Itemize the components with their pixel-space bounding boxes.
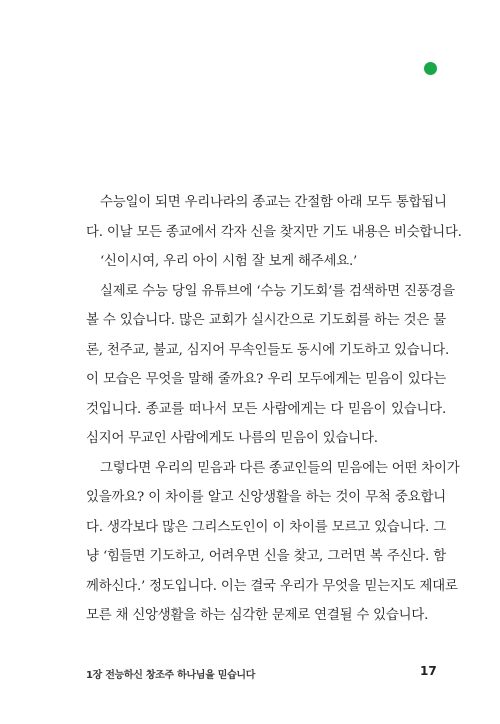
text-line: 께하신다.’ 정도입니다. 이는 결국 우리가 무엇을 믿는지도 제대로 xyxy=(86,578,458,594)
text-line: 수능일이 되면 우리나라의 종교는 간절함 아래 모두 통합됩니 xyxy=(100,195,447,210)
text-line: 볼 수 있습니다. 많은 교회가 실시간으로 기도회를 하는 것은 물 xyxy=(86,313,446,328)
text-line: 모른 채 신앙생활을 하는 심각한 문제로 연결될 수 있습니다. xyxy=(86,608,429,623)
text-line: 다. 생각보다 많은 그리스도인이 이 차이를 모르고 있습니다. 그 xyxy=(86,519,446,535)
text-line: ‘신이시여, 우리 아이 시험 잘 보게 해주세요.’ xyxy=(100,254,358,269)
green-dot-marker xyxy=(424,62,437,75)
running-footer-chapter-title: 1장 전능하신 창조주 하나님을 믿습니다 xyxy=(86,670,256,681)
text-line: 것입니다. 종교를 떠나서 모든 사람에게는 다 믿음이 있습니다. xyxy=(86,401,446,417)
page-number: 17 xyxy=(420,664,437,678)
text-line: 있을까요? 이 차이를 알고 신앙생활을 하는 것이 무척 중요합니 xyxy=(86,490,446,505)
body-text xyxy=(86,188,462,631)
text-line: 냥 ‘힘들면 기도하고, 어려우면 신을 찾고, 그러면 복 주신다. 함 xyxy=(86,549,446,564)
text-line: 실제로 수능 당일 유튜브에 ‘수능 기도회’를 검색하면 진풍경을 xyxy=(100,283,455,299)
text-line: 그렇다면 우리의 믿음과 다른 종교인들의 믿음에는 어떤 차이가 xyxy=(100,460,460,476)
text-line: 다. 이날 모든 종교에서 각자 신을 찾지만 기도 내용은 비슷합니다. xyxy=(86,224,462,240)
text-line: 이 모습은 무엇을 말해 줄까요? 우리 모두에게는 믿음이 있다는 xyxy=(86,372,446,387)
text-line: 심지어 무교인 사람에게도 나름의 믿음이 있습니다. xyxy=(86,431,378,446)
text-line: 론, 천주교, 불교, 심지어 무속인들도 동시에 기도하고 있습니다. xyxy=(86,342,450,358)
